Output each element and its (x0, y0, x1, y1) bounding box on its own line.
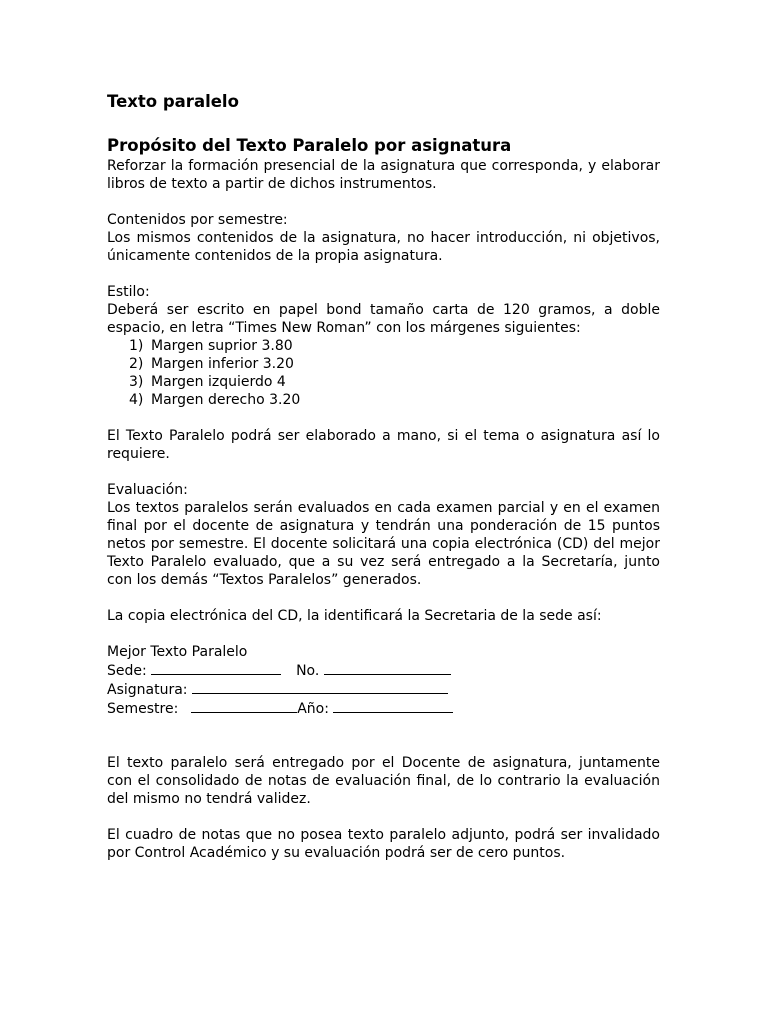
estilo-paragraph: Deberá ser escrito en papel bond tamaño carta de 120 gramos, a doble espacio, en letra “Times New Roman” con los márgenes siguientes: (107, 302, 660, 336)
list-number: 2) (129, 356, 144, 372)
invalid-paragraph: El cuadro de notas que no posea texto paralelo adjunto, podrá ser invalidado por Control Académico y su evaluación podrá ser de cero puntos. (107, 827, 660, 861)
no-label: No. (296, 663, 320, 679)
estilo-heading: Estilo: (107, 284, 150, 300)
sede-label: Sede: (107, 663, 147, 679)
form-row-asignatura (107, 680, 660, 699)
ano-blank-line (333, 699, 453, 713)
delivery-paragraph: El texto paralelo será entregado por el Docente de asignatura, juntamente con el consolidado de notas de evaluación final, de lo contrario la evaluación del mismo no tendrá validez. (107, 755, 660, 807)
list-text: Margen izquierdo 4 (151, 374, 286, 390)
list-text: Margen suprior 3.80 (151, 338, 293, 354)
handwritten-note-paragraph: El Texto Paralelo podrá ser elaborado a mano, si el tema o asignatura así lo requiere. (107, 428, 660, 462)
list-item (107, 337, 660, 355)
list-item (107, 355, 660, 373)
list-number: 4) (129, 392, 144, 408)
document-page (107, 91, 660, 862)
list-item (107, 391, 660, 409)
document-title: Texto paralelo (107, 92, 239, 111)
list-number: 3) (129, 374, 144, 390)
contenidos-heading: Contenidos por semestre: (107, 212, 288, 228)
list-text: Margen inferior 3.20 (151, 356, 294, 372)
sede-blank-line (151, 661, 281, 675)
list-item (107, 373, 660, 391)
asignatura-label: Asignatura: (107, 682, 188, 698)
purpose-paragraph: Reforzar la formación presencial de la asignatura que corresponda, y elaborar libros de texto a partir de dichos instrumentos. (107, 158, 660, 192)
cd-identification-paragraph: La copia electrónica del CD, la identificará la Secretaria de la sede así: (107, 608, 602, 624)
form-row-sede (107, 661, 660, 680)
list-number: 1) (129, 338, 144, 354)
semestre-label: Semestre: (107, 701, 179, 717)
evaluacion-heading: Evaluación: (107, 482, 188, 498)
list-text: Margen derecho 3.20 (151, 392, 301, 408)
identification-form (107, 643, 660, 718)
margins-list (107, 337, 660, 409)
evaluacion-paragraph: Los textos paralelos serán evaluados en cada examen parcial y en el examen final por el docente de asignatura y tendrán una ponderación de 15 puntos netos por semestre. El docente solicitará una copia electrónica (CD) del mejor Texto Paralelo evaluado, que a su vez será entregado a la Secretaría, junto con los demás “Textos Paralelos” generados. (107, 500, 660, 588)
no-blank-line (324, 661, 451, 675)
purpose-heading: Propósito del Texto Paralelo por asignatura (107, 136, 512, 155)
form-title: Mejor Texto Paralelo (107, 644, 248, 660)
contenidos-paragraph: Los mismos contenidos de la asignatura, no hacer introducción, ni objetivos, únicamente contenidos de la propia asignatura. (107, 230, 660, 264)
asignatura-blank-line (192, 680, 448, 694)
ano-label: Año: (297, 701, 329, 717)
semestre-blank-line (191, 699, 297, 713)
form-row-semestre (107, 699, 660, 718)
